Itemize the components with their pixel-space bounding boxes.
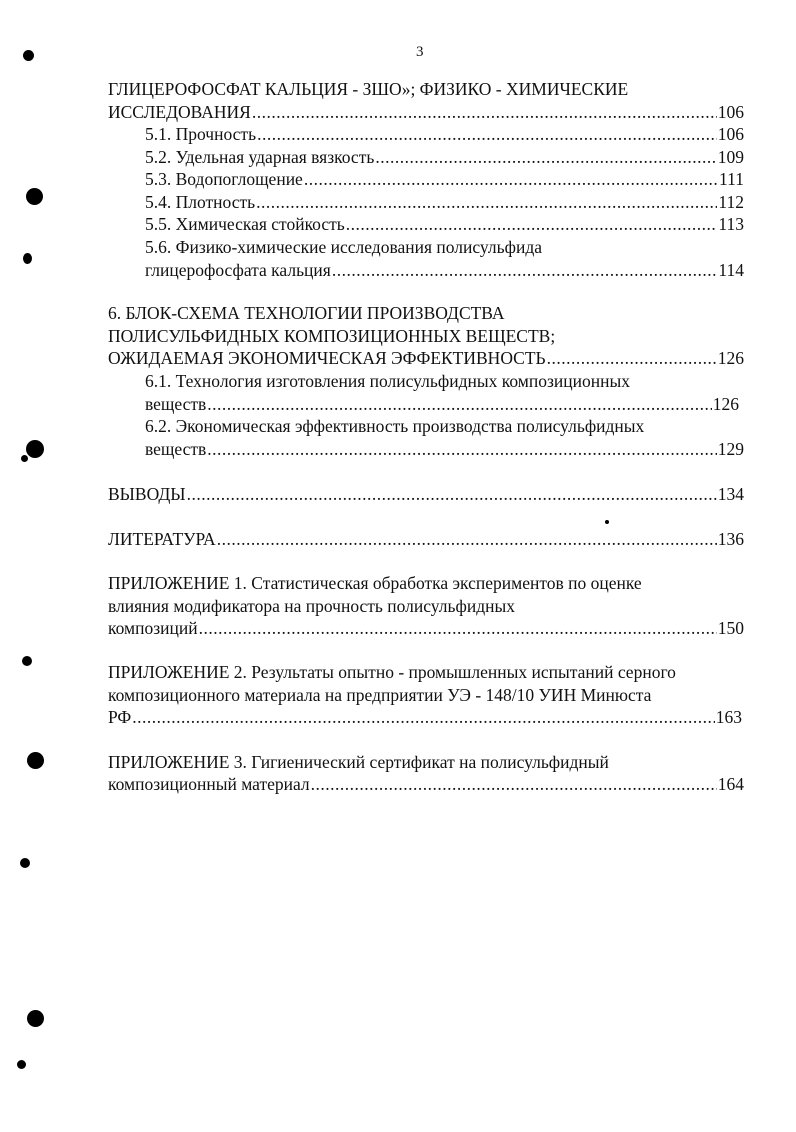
toc-entry-appendix1: композиций ..... 150 [108, 617, 744, 639]
leader-dots [256, 191, 717, 213]
toc-page-num: 106 [717, 124, 744, 144]
toc-entry-5-4: 5.4. Плотность ..... 112 [145, 191, 744, 213]
toc-page-num: 134 [717, 484, 744, 504]
toc-appendix2-line1: ПРИЛОЖЕНИЕ 2. Результаты опытно - промышленных испытаний серного [108, 662, 676, 682]
toc-entry-5-2: 5.2. Удельная ударная вязкость ..... 109 [145, 146, 744, 168]
toc-page-num: 126 [717, 348, 744, 368]
toc-page-num: 164 [717, 774, 744, 794]
leader-dots [547, 347, 717, 369]
leader-dots [311, 773, 717, 795]
toc-entry-conclusions: ВЫВОДЫ ..... 134 [108, 483, 744, 505]
toc-entry-s6: ОЖИДАЕМАЯ ЭКОНОМИЧЕСКАЯ ЭФФЕКТИВНОСТЬ ..... 126 [108, 347, 744, 369]
toc-page-num: 113 [718, 214, 744, 234]
toc-entry-6-2-line1: 6.2. Экономическая эффективность производства полисульфидных [145, 416, 645, 436]
binder-hole [27, 752, 44, 769]
leader-dots [132, 706, 714, 728]
leader-dots [187, 483, 717, 505]
scan-mark [20, 858, 30, 868]
toc-entry-appendix2: РФ ..... 163 [108, 706, 742, 728]
toc-entry-6-2: веществ ..... 129 [145, 438, 744, 460]
scan-speck [605, 520, 609, 524]
binder-hole [26, 188, 43, 205]
scan-mark [23, 253, 32, 264]
leader-dots [375, 146, 716, 168]
leader-dots [199, 617, 717, 639]
toc-entry-literature: ЛИТЕРАТУРА ..... 136 [108, 528, 744, 550]
leader-dots [207, 393, 711, 415]
leader-dots [332, 259, 718, 281]
toc-entry-5-5: 5.5. Химическая стойкость ..... 113 [145, 213, 744, 235]
leader-dots [304, 168, 718, 190]
toc-page-num: 150 [717, 618, 744, 638]
leader-dots [257, 123, 717, 145]
toc-appendix3-line1: ПРИЛОЖЕНИЕ 3. Гигиенический сертификат на полисульфидный [108, 752, 609, 772]
scan-mark [22, 656, 32, 666]
leader-dots [217, 528, 717, 550]
leader-dots [252, 101, 717, 123]
toc-appendix1-line2: влияния модификатора на прочность полисульфидных [108, 596, 515, 616]
toc-page-num: 114 [718, 260, 744, 280]
page-number: 3 [416, 44, 424, 60]
binder-hole [26, 440, 44, 458]
toc-entry-5-6: глицерофосфата кальция ..... 114 [145, 259, 744, 281]
scan-mark [21, 455, 28, 462]
toc-entry-s5: ИССЛЕДОВАНИЯ ..... 106 [108, 101, 744, 123]
toc-page-num: 112 [718, 192, 744, 212]
toc-page-num: 163 [715, 707, 742, 727]
leader-dots [346, 213, 718, 235]
toc-entry-5-1: 5.1. Прочность ..... 106 [145, 123, 744, 145]
toc-entry-6-1-line1: 6.1. Технология изготовления полисульфидных композиционных [145, 371, 630, 391]
scan-mark [17, 1060, 26, 1069]
toc-s6-title-line1: 6. БЛОК-СХЕМА ТЕХНОЛОГИИ ПРОИЗВОДСТВА [108, 303, 505, 323]
toc-page-num: 126 [712, 394, 739, 414]
toc-page-num: 111 [719, 169, 744, 189]
toc-appendix1-line1: ПРИЛОЖЕНИЕ 1. Статистическая обработка экспериментов по оценке [108, 573, 642, 593]
toc-entry-appendix3: композиционный материал ..... 164 [108, 773, 744, 795]
toc-entry-6-1: веществ ..... 126 [145, 393, 739, 415]
toc-s5-title-line1: ГЛИЦЕРОФОСФАТ КАЛЬЦИЯ - ЗШО»; ФИЗИКО - ХИМИЧЕСКИЕ [108, 79, 629, 99]
toc-page-num: 106 [717, 102, 744, 122]
leader-dots [207, 438, 716, 460]
scan-mark [23, 50, 34, 61]
binder-hole [27, 1010, 44, 1027]
toc-entry-5-3: 5.3. Водопоглощение ..... 111 [145, 168, 744, 190]
toc-page-num: 129 [717, 439, 744, 459]
toc-page-num: 136 [717, 529, 744, 549]
toc-entry-5-6-line1: 5.6. Физико-химические исследования полисульфида [145, 237, 542, 257]
toc-appendix2-line2: композиционного материала на предприятии УЭ - 148/10 УИН Минюста [108, 685, 652, 705]
toc-s6-title-line2: ПОЛИСУЛЬФИДНЫХ КОМПОЗИЦИОННЫХ ВЕЩЕСТВ; [108, 326, 556, 346]
toc-page-num: 109 [717, 147, 744, 167]
